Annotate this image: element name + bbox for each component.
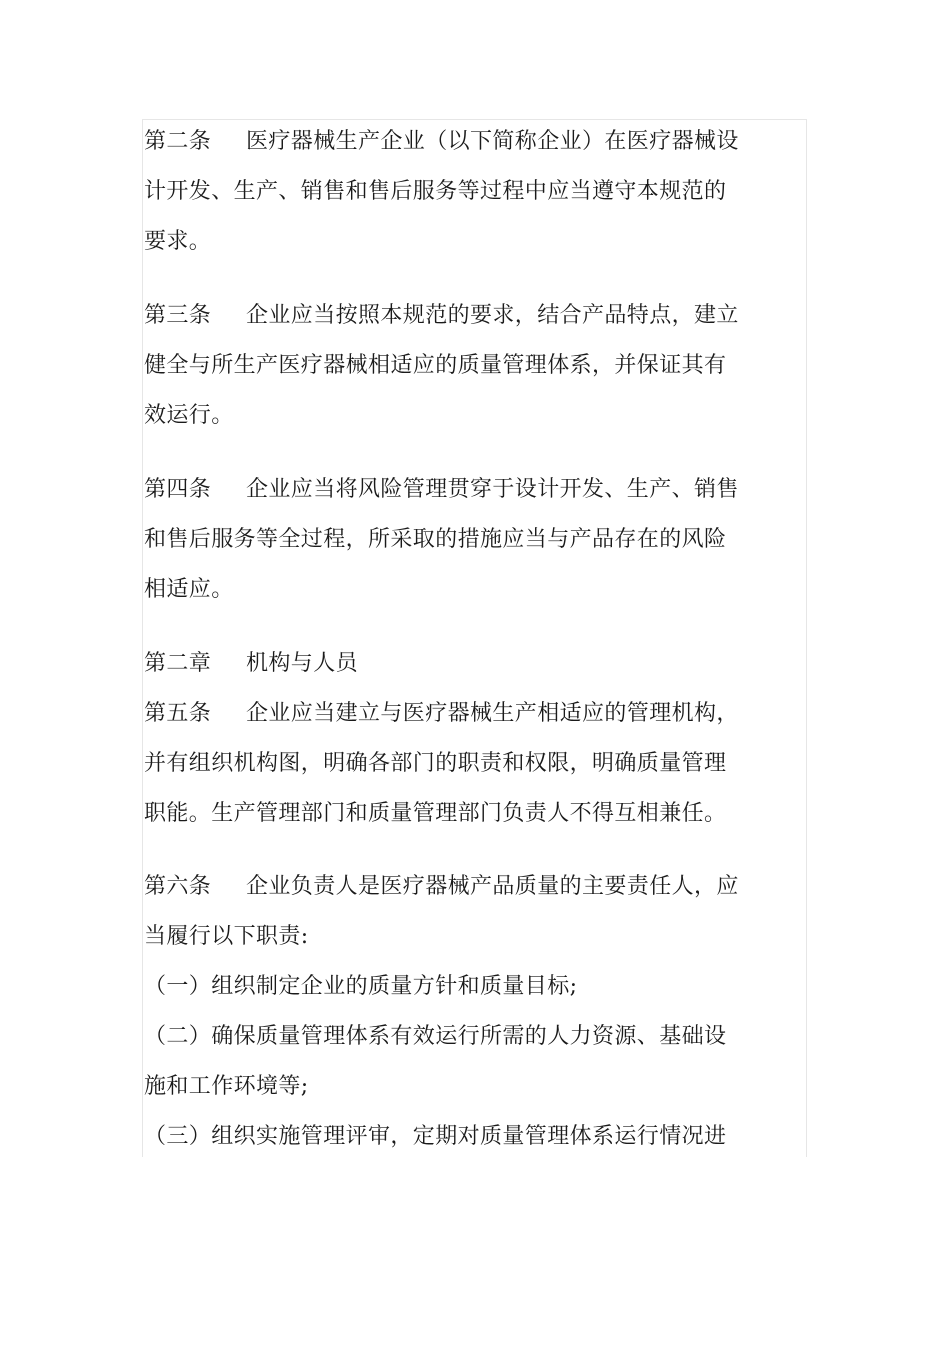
chapter-label: 第二章 [144,651,212,676]
article-2-line-3 [144,227,211,257]
line-text: 企业应当按照本规范的要求，结合产品特点，建立 [246,303,739,328]
duty-item-3-line-1 [144,1122,726,1152]
line-text: 当履行以下职责: [144,924,309,949]
article-2-line-1 [144,127,739,157]
chapter-2-heading [144,649,358,679]
article-4-line-1 [144,475,739,505]
line-text: 企业应当建立与医疗器械生产相适应的管理机构， [246,701,739,726]
line-text: 施和工作环境等; [144,1074,309,1099]
line-text: 和售后服务等全过程，所采取的措施应当与产品存在的风险 [144,527,727,552]
article-3-line-1 [144,301,739,331]
line-text: 计开发、生产、销售和售后服务等过程中应当遵守本规范的 [144,179,727,204]
duty-item-1 [144,972,577,1002]
article-6-line-2 [144,922,309,952]
line-text: （二）确保质量管理体系有效运行所需的人力资源、基础设 [144,1024,727,1049]
line-text: 职能。生产管理部门和质量管理部门负责人不得互相兼任。 [144,801,727,826]
article-3-line-3 [144,401,234,431]
line-text: 企业负责人是医疗器械产品质量的主要责任人，应 [246,874,739,899]
article-label: 第四条 [144,477,212,502]
article-5-line-3 [144,799,726,829]
line-text: 相适应。 [144,577,234,602]
line-text: 要求。 [144,229,212,254]
line-text: 企业应当将风险管理贯穿于设计开发、生产、销售 [246,477,739,502]
article-5-line-2 [144,749,726,779]
article-label: 第三条 [144,303,212,328]
duty-item-2-line-1 [144,1022,726,1052]
line-text: （三）组织实施管理评审，定期对质量管理体系运行情况进 [144,1124,727,1149]
article-6-line-1 [144,872,739,902]
article-label: 第二条 [144,129,212,154]
chapter-title: 机构与人员 [246,651,359,676]
line-text: 效运行。 [144,403,234,428]
article-4-line-2 [144,525,726,555]
line-text: 医疗器械生产企业（以下简称企业）在医疗器械设 [246,129,739,154]
line-text: （一）组织制定企业的质量方针和质量目标; [144,974,578,999]
line-text: 健全与所生产医疗器械相适应的质量管理体系，并保证其有 [144,353,727,378]
article-label: 第五条 [144,701,212,726]
article-2-line-2 [144,177,726,207]
article-4-line-3 [144,575,234,605]
article-5-line-1 [144,699,739,729]
article-label: 第六条 [144,874,212,899]
line-text: 并有组织机构图，明确各部门的职责和权限，明确质量管理 [144,751,727,776]
duty-item-2-line-2 [144,1072,309,1102]
article-3-line-2 [144,351,726,381]
